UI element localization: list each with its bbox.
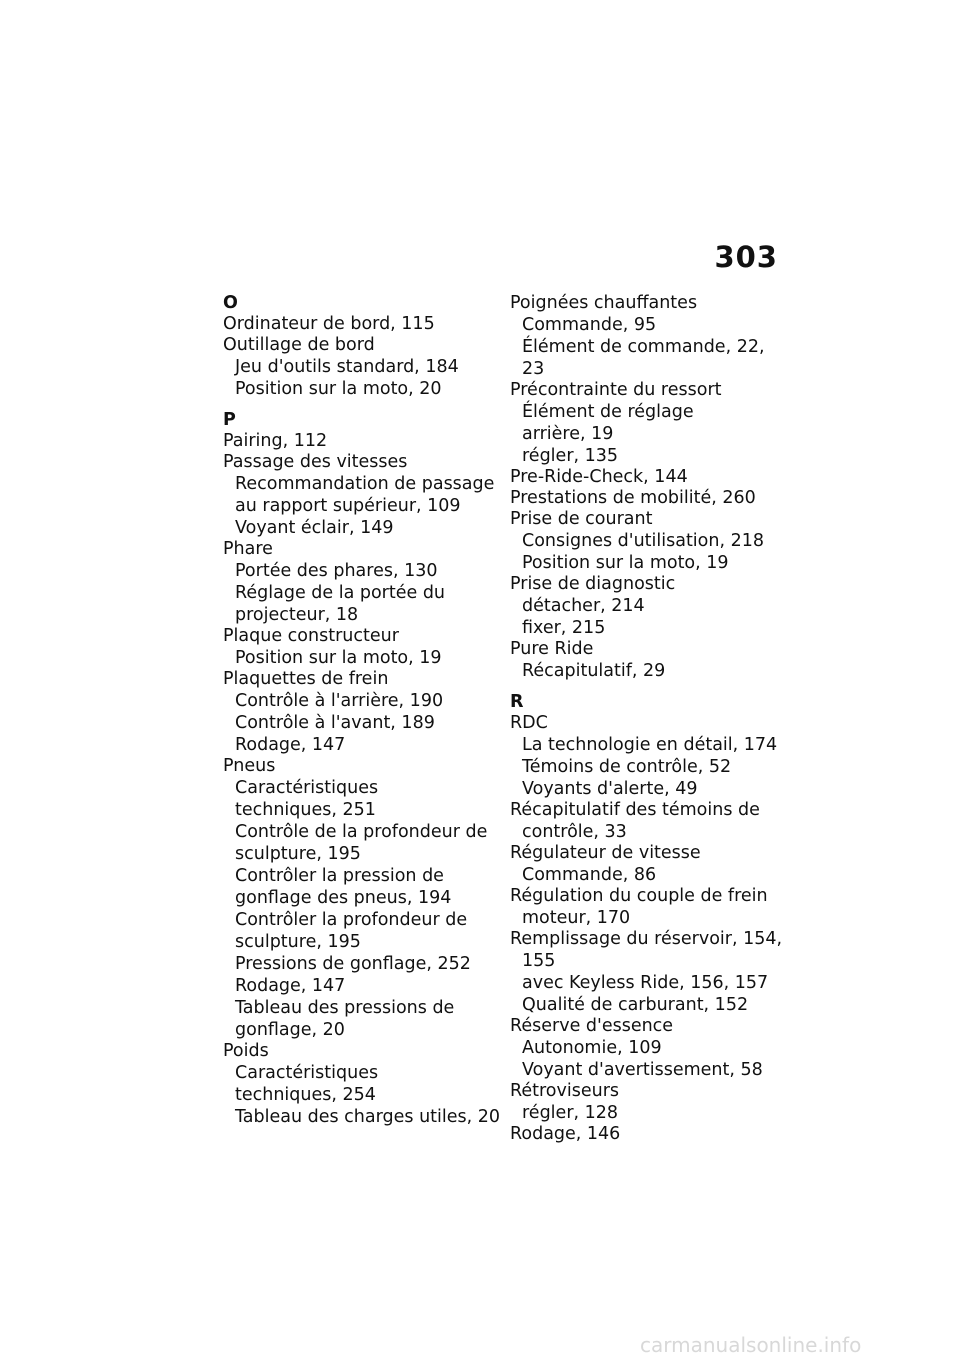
index-subentry bbox=[223, 997, 503, 1041]
index-subentry bbox=[223, 473, 503, 517]
index-subentry-line: Position sur la moto, 19 bbox=[522, 553, 729, 573]
index-subentry-line: gonflage des pneus, 194 bbox=[235, 888, 452, 908]
index-subentry bbox=[223, 777, 503, 821]
index-subentry bbox=[510, 778, 790, 800]
index-entry-text: Réserve d'essence bbox=[510, 1016, 674, 1036]
index-entry-text: Phare bbox=[223, 539, 273, 559]
index-entry bbox=[510, 843, 790, 864]
index-subentry-line: Voyants d'alerte, 49 bbox=[522, 779, 698, 799]
index-subentry-line: détacher, 214 bbox=[522, 596, 645, 616]
index-subentry bbox=[223, 647, 503, 669]
index-entry-text: Plaque constructeur bbox=[223, 626, 399, 646]
index-subentry-line: Caractéristiques bbox=[235, 778, 379, 798]
index-entry-text: Pure Ride bbox=[510, 639, 594, 659]
index-entry-text: Rodage, 146 bbox=[510, 1124, 621, 1144]
index-subentry-line: techniques, 254 bbox=[235, 1085, 376, 1105]
index-entry bbox=[223, 431, 503, 452]
index-subentry-line: arrière, 19 bbox=[522, 424, 614, 444]
index-entry bbox=[510, 1081, 790, 1102]
index-entry bbox=[223, 539, 503, 560]
index-subentry bbox=[510, 595, 790, 617]
index-subentry-line: Consignes d'utilisation, 218 bbox=[522, 531, 764, 551]
index-subentry-line: Voyant d'avertissement, 58 bbox=[522, 1060, 763, 1080]
index-subentry bbox=[510, 445, 790, 467]
index-subentry-line: Commande, 86 bbox=[522, 865, 657, 885]
index-subentry bbox=[223, 821, 503, 865]
index-subentry-line: Réglage de la portée du bbox=[235, 583, 446, 603]
index-entry-text: Outillage de bord bbox=[223, 335, 375, 355]
index-subentry-line: Rodage, 147 bbox=[235, 735, 346, 755]
index-entry bbox=[223, 669, 503, 690]
index-entry-text: Passage des vitesses bbox=[223, 452, 408, 472]
index-subentry-line: Tableau des charges utiles, 20 bbox=[235, 1107, 501, 1127]
index-entry-text: Poids bbox=[223, 1041, 269, 1061]
index-subentry-line: Témoins de contrôle, 52 bbox=[522, 757, 732, 777]
index-section-letter: O bbox=[223, 293, 238, 313]
index-subentry-line: gonflage, 20 bbox=[235, 1020, 345, 1040]
index-subentry bbox=[223, 909, 503, 953]
index-entry-text: RDC bbox=[510, 713, 548, 733]
index-subentry bbox=[223, 378, 503, 400]
index-subentry-line: Voyant éclair, 149 bbox=[235, 518, 394, 538]
index-subentry bbox=[223, 975, 503, 997]
index-subentry-line: Commande, 95 bbox=[522, 315, 657, 335]
index-subentry-line: Contrôle à l'arrière, 190 bbox=[235, 691, 444, 711]
index-entry-text: Remplissage du réservoir, 154, bbox=[510, 929, 783, 949]
index-subentry bbox=[223, 690, 503, 712]
index-entry-continuation: moteur, 170 bbox=[522, 908, 631, 928]
index-subentry-line: Contrôler la profondeur de bbox=[235, 910, 468, 930]
index-entry bbox=[510, 1016, 790, 1037]
index-column-left bbox=[223, 293, 503, 1128]
index-subentry bbox=[510, 530, 790, 552]
index-subentry-line: Autonomie, 109 bbox=[522, 1038, 662, 1058]
index-subentry bbox=[223, 1106, 503, 1128]
index-entry bbox=[510, 293, 790, 314]
index-subentry-line: régler, 135 bbox=[522, 446, 619, 466]
index-subentry bbox=[223, 712, 503, 734]
index-subentry-line: Portée des phares, 130 bbox=[235, 561, 438, 581]
index-subentry bbox=[510, 734, 790, 756]
index-subentry bbox=[510, 1102, 790, 1124]
index-entry-text: Prise de courant bbox=[510, 509, 653, 529]
index-entry bbox=[510, 713, 790, 734]
index-subentry bbox=[223, 953, 503, 975]
index-subentry bbox=[223, 560, 503, 582]
index-section-letter: R bbox=[510, 692, 524, 712]
index-entry-text: Rétroviseurs bbox=[510, 1081, 620, 1101]
index-entry bbox=[223, 452, 503, 473]
index-subentry-line: 23 bbox=[522, 359, 545, 379]
index-subentry-line: au rapport supérieur, 109 bbox=[235, 496, 461, 516]
index-section-letter: P bbox=[223, 410, 236, 430]
index-subentry-line: techniques, 251 bbox=[235, 800, 376, 820]
index-entry bbox=[223, 1041, 503, 1062]
index-subentry bbox=[223, 517, 503, 539]
index-entry bbox=[510, 639, 790, 660]
index-subentry-line: Caractéristiques bbox=[235, 1063, 379, 1083]
index-entry-text: Ordinateur de bord, 115 bbox=[223, 314, 435, 334]
index-entry bbox=[223, 314, 503, 335]
index-entry bbox=[510, 380, 790, 401]
index-subentry bbox=[510, 864, 790, 886]
index-subentry bbox=[223, 582, 503, 626]
index-subentry bbox=[223, 1062, 503, 1106]
index-subentry-line: Position sur la moto, 20 bbox=[235, 379, 442, 399]
index-subentry-line: Position sur la moto, 19 bbox=[235, 648, 442, 668]
index-entry-text: Pre-Ride-Check, 144 bbox=[510, 467, 688, 487]
index-entry-text: Précontrainte du ressort bbox=[510, 380, 722, 400]
index-subentry-line: régler, 128 bbox=[522, 1103, 619, 1123]
index-entry-text: Régulation du couple de frein bbox=[510, 886, 768, 906]
index-subentry bbox=[510, 552, 790, 574]
page-number: 303 bbox=[714, 240, 778, 274]
index-subentry-line: Élément de réglage bbox=[522, 402, 694, 422]
index-entry bbox=[510, 929, 790, 972]
index-subentry-line: Jeu d'outils standard, 184 bbox=[235, 357, 459, 377]
index-entry-text: Plaquettes de frein bbox=[223, 669, 389, 689]
index-entry-text: Régulateur de vitesse bbox=[510, 843, 701, 863]
index-subentry-line: Qualité de carburant, 152 bbox=[522, 995, 749, 1015]
index-subentry bbox=[510, 994, 790, 1016]
index-subentry-line: Pressions de gonflage, 252 bbox=[235, 954, 471, 974]
index-subentry-line: Récapitulatif, 29 bbox=[522, 661, 666, 681]
index-entry-text: Prise de diagnostic bbox=[510, 574, 676, 594]
index-entry-text: Pairing, 112 bbox=[223, 431, 328, 451]
index-entry-text: Prestations de mobilité, 260 bbox=[510, 488, 756, 508]
index-subentry-line: La technologie en détail, 174 bbox=[522, 735, 778, 755]
index-entry bbox=[510, 800, 790, 843]
index-subentry bbox=[510, 660, 790, 682]
index-entry bbox=[510, 886, 790, 929]
index-subentry bbox=[510, 1037, 790, 1059]
index-subentry-line: projecteur, 18 bbox=[235, 605, 359, 625]
watermark: carmanualsonline.info bbox=[640, 1333, 862, 1357]
index-subentry-line: Élément de commande, 22, bbox=[522, 337, 765, 357]
index-subentry bbox=[510, 401, 790, 445]
index-subentry bbox=[510, 972, 790, 994]
index-entry-continuation: 155 bbox=[522, 951, 556, 971]
index-entry bbox=[510, 574, 790, 595]
index-subentry bbox=[510, 314, 790, 336]
index-entry-continuation: contrôle, 33 bbox=[522, 822, 627, 842]
index-column-right bbox=[510, 293, 790, 1145]
index-subentry-line: Recommandation de passage bbox=[235, 474, 495, 494]
index-subentry-line: Rodage, 147 bbox=[235, 976, 346, 996]
index-subentry-line: Tableau des pressions de bbox=[235, 998, 455, 1018]
index-subentry-line: Contrôle à l'avant, 189 bbox=[235, 713, 435, 733]
index-entry bbox=[223, 335, 503, 356]
index-subentry-line: sculpture, 195 bbox=[235, 932, 361, 952]
index-entry bbox=[510, 488, 790, 509]
index-subentry-line: sculpture, 195 bbox=[235, 844, 361, 864]
index-subentry-line: Contrôler la pression de bbox=[235, 866, 444, 886]
index-subentry bbox=[510, 336, 790, 380]
index-entry bbox=[223, 626, 503, 647]
index-subentry-line: avec Keyless Ride, 156, 157 bbox=[522, 973, 769, 993]
index-subentry bbox=[510, 617, 790, 639]
index-subentry bbox=[223, 356, 503, 378]
index-entry bbox=[510, 509, 790, 530]
index-entry-text: Pneus bbox=[223, 756, 276, 776]
index-subentry bbox=[223, 865, 503, 909]
index-entry bbox=[510, 1124, 790, 1145]
index-subentry-line: fixer, 215 bbox=[522, 618, 606, 638]
index-subentry-line: Contrôle de la profondeur de bbox=[235, 822, 488, 842]
index-entry bbox=[223, 756, 503, 777]
index-entry bbox=[510, 467, 790, 488]
index-entry-text: Récapitulatif des témoins de bbox=[510, 800, 760, 820]
index-subentry bbox=[223, 734, 503, 756]
index-subentry bbox=[510, 1059, 790, 1081]
index-entry-text: Poignées chauffantes bbox=[510, 293, 698, 313]
index-subentry bbox=[510, 756, 790, 778]
